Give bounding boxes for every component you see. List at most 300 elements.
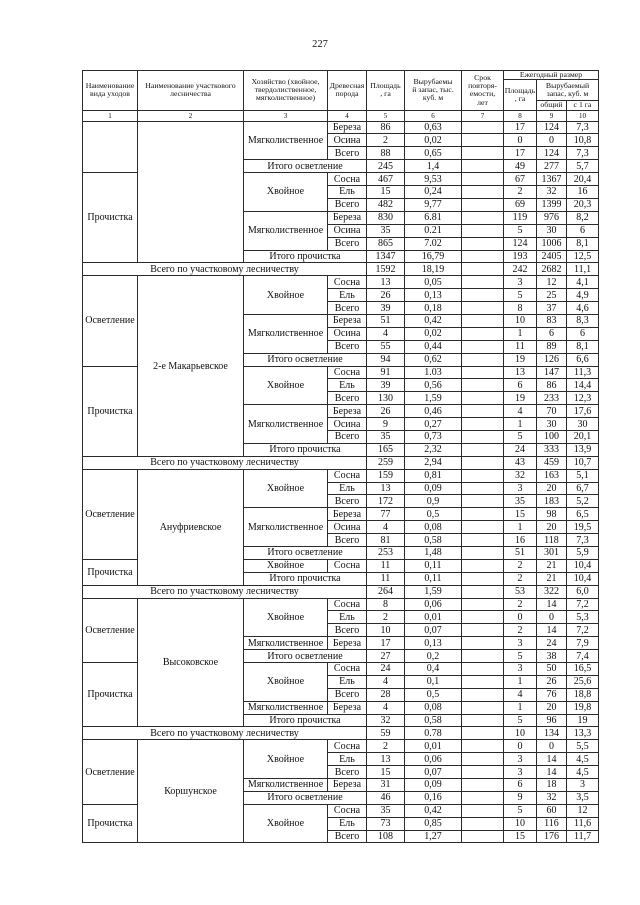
annual-stock-total-cell: 0 [537,134,567,147]
period-cell [462,482,504,495]
period-cell [462,211,504,224]
annual-area-cell: 67 [504,173,537,186]
subtotal-label-cell: Итого прочистка [244,714,367,727]
species-cell: Береза [328,314,367,327]
annual-area-cell: 5 [504,430,537,443]
annual-stock-per-ha-cell: 12 [567,804,599,817]
area-cell: 159 [367,469,405,482]
period-cell [462,224,504,237]
annual-stock-per-ha-cell: 8,1 [567,237,599,250]
period-cell [462,353,504,366]
annual-stock-total-cell: 333 [537,443,567,456]
period-cell [462,469,504,482]
annual-stock-per-ha-cell: 16 [567,186,599,199]
column-number: 1 [83,110,138,121]
economy-cell: Хвойное [244,276,328,315]
annual-stock-total-cell: 96 [537,714,567,727]
column-number: 8 [504,110,537,121]
area-cell: 245 [367,160,405,173]
stock-cell: 0,44 [405,340,462,353]
annual-stock-per-ha-cell: 7,4 [567,650,599,663]
period-cell [462,572,504,585]
stock-cell: 7.02 [405,237,462,250]
area-cell: 24 [367,663,405,676]
species-cell: Осина [328,327,367,340]
stock-cell: 0,11 [405,572,462,585]
stock-cell: 0,42 [405,314,462,327]
annual-area-cell: 0 [504,611,537,624]
annual-area-cell: 6 [504,379,537,392]
annual-stock-total-cell: 20 [537,521,567,534]
area-cell: 15 [367,766,405,779]
species-cell: Сосна [328,173,367,186]
period-cell [462,186,504,199]
area-cell: 482 [367,198,405,211]
annual-area-cell: 5 [504,224,537,237]
area-cell: 253 [367,546,405,559]
species-cell: Ель [328,186,367,199]
annual-stock-total-cell: 14 [537,624,567,637]
area-cell: 88 [367,147,405,160]
annual-area-cell: 2 [504,624,537,637]
stock-cell: 0,9 [405,495,462,508]
period-cell [462,688,504,701]
column-number: 5 [367,110,405,121]
forestry-cell: 2-е Макарьевское [138,276,244,456]
species-cell: Береза [328,508,367,521]
stock-cell: 0,07 [405,766,462,779]
annual-stock-per-ha-cell: 20,3 [567,198,599,211]
area-cell: 13 [367,482,405,495]
area-cell: 467 [367,173,405,186]
stock-cell: 0,08 [405,701,462,714]
header-annual-stock: Вырубаемый запас, куб. м [537,80,599,101]
annual-stock-total-cell: 118 [537,534,567,547]
area-cell: 165 [367,443,405,456]
table-body [83,121,599,843]
subtotal-label-cell: Итого осветление [244,160,367,173]
annual-area-cell: 32 [504,469,537,482]
area-cell: 9 [367,418,405,431]
area-cell: 4 [367,521,405,534]
species-cell: Ель [328,675,367,688]
species-cell: Ель [328,611,367,624]
economy-cell: Мягколиственное [244,121,328,160]
annual-area-cell: 2 [504,559,537,572]
economy-cell: Мягколиственное [244,779,328,792]
area-cell: 4 [367,701,405,714]
annual-area-cell: 1 [504,675,537,688]
annual-stock-per-ha-cell: 12,5 [567,250,599,263]
stock-cell: 0,06 [405,598,462,611]
annual-area-cell: 0 [504,134,537,147]
annual-area-cell: 124 [504,237,537,250]
annual-stock-total-cell: 163 [537,469,567,482]
period-cell [462,663,504,676]
species-cell: Всего [328,430,367,443]
species-cell: Береза [328,779,367,792]
annual-stock-total-cell: 976 [537,211,567,224]
period-cell [462,327,504,340]
area-cell: 11 [367,572,405,585]
annual-stock-total-cell: 100 [537,430,567,443]
stock-cell: 0,07 [405,624,462,637]
period-cell [462,366,504,379]
stock-cell: 16,79 [405,250,462,263]
annual-stock-total-cell: 147 [537,366,567,379]
stock-cell: 0,2 [405,650,462,663]
period-cell [462,121,504,134]
area-cell: 77 [367,508,405,521]
header-row [83,71,599,80]
stock-cell: 0,05 [405,276,462,289]
period-cell [462,804,504,817]
area-cell: 27 [367,650,405,663]
annual-stock-total-cell: 30 [537,224,567,237]
annual-stock-per-ha-cell: 19 [567,714,599,727]
annual-stock-total-cell: 277 [537,160,567,173]
annual-stock-total-cell: 2405 [537,250,567,263]
page-number: 227 [312,39,328,50]
annual-area-cell: 8 [504,302,537,315]
area-cell: 4 [367,327,405,340]
annual-area-cell: 16 [504,534,537,547]
annual-stock-per-ha-cell: 6,0 [567,585,599,598]
annual-stock-total-cell: 37 [537,302,567,315]
period-cell [462,147,504,160]
annual-stock-per-ha-cell: 3 [567,779,599,792]
annual-stock-total-cell: 0 [537,740,567,753]
annual-stock-per-ha-cell: 7,9 [567,637,599,650]
annual-area-cell: 1 [504,327,537,340]
species-cell: Сосна [328,469,367,482]
period-cell [462,779,504,792]
economy-cell: Хвойное [244,663,328,702]
forestry-total-label-cell: Всего по участковому лесничеству [83,727,367,740]
annual-stock-total-cell: 134 [537,727,567,740]
species-cell: Осина [328,418,367,431]
column-number: 4 [328,110,367,121]
period-cell [462,495,504,508]
economy-cell: Хвойное [244,804,328,843]
stock-cell: 1,4 [405,160,462,173]
annual-area-cell: 15 [504,830,537,843]
annual-stock-total-cell: 301 [537,546,567,559]
annual-area-cell: 2 [504,186,537,199]
species-cell: Всего [328,340,367,353]
care-type-cell: Прочистка [83,173,138,263]
stock-cell: 0,02 [405,134,462,147]
annual-stock-per-ha-cell: 5,5 [567,740,599,753]
period-cell [462,263,504,276]
period-cell [462,521,504,534]
stock-cell: 0,63 [405,121,462,134]
annual-stock-per-ha-cell: 5,9 [567,546,599,559]
annual-stock-total-cell: 25 [537,289,567,302]
header-annual: Ежегодный размер [504,71,599,80]
area-cell: 81 [367,534,405,547]
area-cell: 32 [367,714,405,727]
annual-stock-per-ha-cell: 8,3 [567,314,599,327]
stock-cell: 0,1 [405,675,462,688]
annual-area-cell: 3 [504,753,537,766]
stock-cell: 0,01 [405,740,462,753]
period-cell [462,624,504,637]
species-cell: Всего [328,766,367,779]
annual-stock-total-cell: 21 [537,572,567,585]
stock-cell: 0.21 [405,224,462,237]
area-cell: 55 [367,340,405,353]
period-cell [462,727,504,740]
species-cell: Ель [328,289,367,302]
period-cell [462,405,504,418]
annual-area-cell: 2 [504,598,537,611]
species-cell: Сосна [328,740,367,753]
area-cell: 15 [367,186,405,199]
species-cell: Всего [328,688,367,701]
period-cell [462,766,504,779]
column-number: 9 [537,110,567,121]
annual-stock-per-ha-cell: 11,1 [567,263,599,276]
annual-stock-total-cell: 124 [537,147,567,160]
period-cell [462,714,504,727]
period-cell [462,740,504,753]
annual-stock-per-ha-cell: 11,6 [567,817,599,830]
stock-cell: 0,56 [405,379,462,392]
care-type-cell: Осветление [83,740,138,804]
annual-stock-per-ha-cell: 13,9 [567,443,599,456]
header-care-type: Наименование вида уходов [83,71,138,111]
period-cell [462,791,504,804]
area-cell: 26 [367,289,405,302]
area-cell: 28 [367,688,405,701]
annual-stock-per-ha-cell: 30 [567,418,599,431]
care-type-cell: Осветление [83,469,138,559]
period-cell [462,430,504,443]
annual-stock-total-cell: 32 [537,791,567,804]
stock-cell: 0,4 [405,663,462,676]
annual-area-cell: 5 [504,289,537,302]
annual-area-cell: 5 [504,804,537,817]
annual-stock-total-cell: 76 [537,688,567,701]
annual-stock-per-ha-cell: 6,7 [567,482,599,495]
annual-stock-per-ha-cell: 10,7 [567,456,599,469]
annual-stock-total-cell: 30 [537,418,567,431]
annual-stock-per-ha-cell: 12,3 [567,392,599,405]
annual-area-cell: 35 [504,495,537,508]
stock-cell: 0,5 [405,508,462,521]
forestry-cell: Коршунское [138,740,244,843]
forestry-total-label-cell: Всего по участковому лесничеству [83,456,367,469]
stock-cell: 0,81 [405,469,462,482]
annual-stock-total-cell: 459 [537,456,567,469]
stock-cell: 0,5 [405,688,462,701]
table-header [83,71,599,122]
annual-stock-per-ha-cell: 14,4 [567,379,599,392]
stock-cell: 1,27 [405,830,462,843]
annual-stock-per-ha-cell: 25,6 [567,675,599,688]
period-cell [462,817,504,830]
column-number-row [83,110,599,121]
period-cell [462,598,504,611]
annual-area-cell: 3 [504,637,537,650]
economy-cell: Мягколиственное [244,637,328,650]
care-type-cell: Прочистка [83,366,138,456]
header-period: Срок повторя- емости, лет [462,71,504,111]
period-cell [462,134,504,147]
area-cell: 1592 [367,263,405,276]
annual-area-cell: 17 [504,147,537,160]
economy-cell: Хвойное [244,469,328,508]
species-cell: Береза [328,405,367,418]
stock-cell: 0,73 [405,430,462,443]
annual-stock-per-ha-cell: 4,5 [567,753,599,766]
area-cell: 10 [367,624,405,637]
annual-stock-total-cell: 124 [537,121,567,134]
annual-stock-total-cell: 6 [537,327,567,340]
area-cell: 73 [367,817,405,830]
species-cell: Всего [328,624,367,637]
annual-area-cell: 15 [504,508,537,521]
area-cell: 172 [367,495,405,508]
species-cell: Ель [328,753,367,766]
species-cell: Всего [328,147,367,160]
annual-stock-total-cell: 83 [537,314,567,327]
area-cell: 51 [367,314,405,327]
species-cell: Осина [328,134,367,147]
stock-cell: 0,24 [405,186,462,199]
annual-stock-total-cell: 183 [537,495,567,508]
period-cell [462,289,504,302]
header-annual-stock-total: общий [537,101,567,110]
annual-area-cell: 2 [504,572,537,585]
stock-cell: 9,77 [405,198,462,211]
period-cell [462,508,504,521]
stock-cell: 1.03 [405,366,462,379]
annual-area-cell: 69 [504,198,537,211]
annual-stock-total-cell: 233 [537,392,567,405]
stock-cell: 0,18 [405,302,462,315]
annual-area-cell: 13 [504,366,537,379]
annual-stock-total-cell: 32 [537,186,567,199]
area-cell: 13 [367,276,405,289]
economy-cell: Хвойное [244,559,328,572]
annual-stock-per-ha-cell: 6,5 [567,508,599,521]
economy-cell: Мягколиственное [244,405,328,444]
annual-area-cell: 4 [504,688,537,701]
table-row [83,598,599,611]
column-number: 2 [138,110,244,121]
area-cell: 59 [367,727,405,740]
annual-area-cell: 6 [504,779,537,792]
period-cell [462,392,504,405]
species-cell: Сосна [328,276,367,289]
species-cell: Сосна [328,366,367,379]
annual-area-cell: 5 [504,714,537,727]
annual-area-cell: 3 [504,276,537,289]
annual-stock-total-cell: 50 [537,663,567,676]
area-cell: 26 [367,405,405,418]
annual-stock-total-cell: 1399 [537,198,567,211]
header-economy: Хозяйство (хвойное, твердолиственное, мягколиственное) [244,71,328,111]
area-cell: 8 [367,598,405,611]
area-cell: 1347 [367,250,405,263]
forestry-total-label-cell: Всего по участковому лесничеству [83,263,367,276]
species-cell: Береза [328,701,367,714]
annual-stock-per-ha-cell: 8,2 [567,211,599,224]
subtotal-label-cell: Итого осветление [244,546,367,559]
economy-cell: Хвойное [244,598,328,637]
period-cell [462,701,504,714]
period-cell [462,379,504,392]
annual-area-cell: 19 [504,353,537,366]
period-cell [462,675,504,688]
table-row [83,740,599,753]
area-cell: 35 [367,430,405,443]
period-cell [462,443,504,456]
forestry-total-row [83,585,599,598]
annual-area-cell: 119 [504,211,537,224]
species-cell: Ель [328,482,367,495]
annual-stock-per-ha-cell: 19,5 [567,521,599,534]
annual-stock-total-cell: 18 [537,779,567,792]
header-area: Площадь , га [367,71,405,111]
economy-cell: Хвойное [244,173,328,212]
stock-cell: 0,16 [405,791,462,804]
species-cell: Сосна [328,804,367,817]
annual-stock-total-cell: 20 [537,482,567,495]
area-cell: 865 [367,237,405,250]
economy-cell: Мягколиственное [244,701,328,714]
stock-cell: 1,59 [405,392,462,405]
header-stock: Вырубаемы й запас, тыс. куб. м [405,71,462,111]
stock-cell: 6.81 [405,211,462,224]
annual-stock-per-ha-cell: 3,5 [567,791,599,804]
annual-stock-total-cell: 26 [537,675,567,688]
annual-area-cell: 10 [504,727,537,740]
column-number: 3 [244,110,328,121]
area-cell: 4 [367,675,405,688]
forestry-total-row [83,456,599,469]
annual-stock-per-ha-cell: 5,7 [567,160,599,173]
area-cell: 91 [367,366,405,379]
area-cell: 86 [367,121,405,134]
subtotal-label-cell: Итого прочистка [244,250,367,263]
care-type-cell: Осветление [83,276,138,366]
annual-stock-per-ha-cell: 10,4 [567,572,599,585]
species-cell: Ель [328,817,367,830]
period-cell [462,637,504,650]
stock-cell: 18,19 [405,263,462,276]
annual-stock-total-cell: 14 [537,766,567,779]
annual-area-cell: 4 [504,405,537,418]
annual-stock-per-ha-cell: 16,5 [567,663,599,676]
stock-cell: 2,32 [405,443,462,456]
annual-stock-per-ha-cell: 11,7 [567,830,599,843]
column-number: 10 [567,110,599,121]
header-species: Древесная порода [328,71,367,111]
area-cell: 35 [367,224,405,237]
annual-area-cell: 5 [504,650,537,663]
forestry-total-label-cell: Всего по участковому лесничеству [83,585,367,598]
period-cell [462,250,504,263]
species-cell: Осина [328,521,367,534]
annual-stock-total-cell: 24 [537,637,567,650]
annual-stock-per-ha-cell: 13,3 [567,727,599,740]
species-cell: Всего [328,534,367,547]
area-cell: 39 [367,379,405,392]
annual-stock-total-cell: 322 [537,585,567,598]
